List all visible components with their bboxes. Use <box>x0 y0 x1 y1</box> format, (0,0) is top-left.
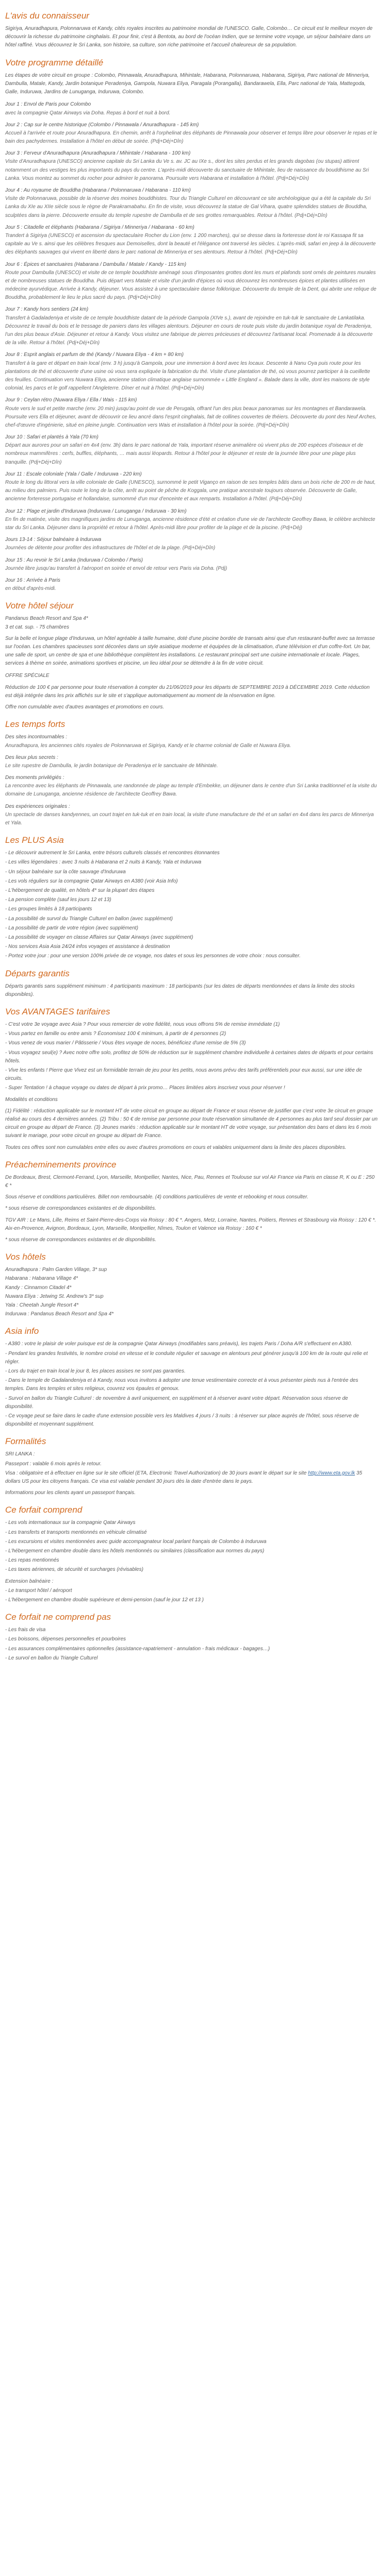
advantage-item: - Vous partez en famille ou entre amis ? Économisez 100 € minimum, à partir de 4 personnes (2) <box>5 1031 226 1037</box>
highlight-item <box>5 774 378 799</box>
program-section <box>5 57 378 594</box>
day-title: Jour 2 : Cap sur le centre historique (Colombo / Pinnawala / Anuradhapura - 145 km) <box>5 122 199 128</box>
plus-item: - Les vols réguliers sur la compagnie Qatar Airways en A380 (voir Asia Info) <box>5 878 178 884</box>
advantages-list <box>5 1021 378 1093</box>
plus-item: - Les groupes limités à 18 participants <box>5 906 92 912</box>
info-title: Asia info <box>5 1326 39 1336</box>
excludes-item: - Les frais de visa <box>5 1627 46 1633</box>
hotel-name: Pandanus Beach Resort and Spa 4* <box>5 616 88 622</box>
hotel-line: Kandy : Cinnamon Citadel 4* <box>5 1284 72 1291</box>
day-text: Trandert à Sigiriya (UNESCO) et ascension du spectaculaire Rocher du Lion (env. 1 200 marches), qui se dresse dans la forteresse dont le roi Kassapa fit sa capitale au Ve s. ainsi que les célèbres fresques aux Demoiselles, dont la beauté et l'élégance ont traversé les siècles. L'après-midi, safari en jeep à la découverte des éléphants sauvages qui vivent en liberté dans le parc national de Minneriya et ses alentours. Retour à l'hôtel. (Pdj+Déj+Dîn) <box>5 232 376 256</box>
program-intro: Les étapes de votre circuit en groupe : Colombo, Pinnawala, Anuradhapura, Mihintale, Habarana, Polonnaruwa, Habarana, Sigiriya, Parc national de Minneriya, Dambulla, Matale, Kandy, Jardin botanique Peradeniya, Gampola, Nuwara Eliya, Paragala (Porangalla), Bandarawela, Ella, Parc national de Yala, Mattegoda, Galle, Induruwa, Jardins de Lunuganga, Induruwa, Colombo. <box>5 72 370 95</box>
offer-text: Réduction de 100 € par personne pour toute réservation à compter du 21/06/2019 pour les départs de SEPTEMBRE 2019 à DÉCEMBRE 2019. Cette réduction est déjà intégrée dans les prix affichés sur le site et s'applique automatiquement au moment de la réservation en ligne. <box>5 684 370 699</box>
day-item <box>5 396 378 430</box>
includes-item: - Les taxes aériennes, de sécurité et surcharges (révisables) <box>5 1567 143 1573</box>
day-text: Départ aux aurores pour un safari en 4x4 (env. 3h) dans le parc national de Yala, important réserve animalière où vivent plus de 200 espèces d'oiseaux et de nombreux mammifères : cerfs, buffles, éléphants, … mais aussi léopards. Retour à l'hôtel pour le déjeuner et reste de la journée libre pour une plage plus tranquille. (Pdj+Déj+Dîn) <box>5 443 363 465</box>
highlight-text: Le site rupestre de Dambulla, le jardin botanique de Peradeniya et le sanctuaire de Mihintale. <box>5 762 218 769</box>
day-text: En fin de matinée, visite des magnifiques jardins de Lunuganga, ancienne résidence d'été et création d'une vie de l'architecte Geoffrey Bawa, le célèbre architecte star du Sri Lanka. Déjeuner dans la propriété et retour à l'hôtel. Après-midi libre pour profiter de la plage et de la piscine. (Pdj+Déj) <box>5 516 376 531</box>
includes-item: - L'hébergement en chambre double dans les hôtels mentionnés ou similaires (classification aux normes du pays) <box>5 1548 265 1554</box>
program-title: Votre programme détaillé <box>5 57 104 67</box>
highlight-title: Des sites incontournables : <box>5 734 68 740</box>
heritage-text: Sigiriya, Anuradhapura, Polonnaruwa et Kandy, cités royales inscrites au patrimoine mondial de l'UNESCO. Galle, Colombo… Ce circuit est le meilleur moyen de découvrir la richesse du patrimoine cinghalais. Et pour finir, c'est à Bentota, au bord de l'océan Indien, que se termine votre voyage, un séjour balnéaire dans un hôtel raffiné. Vous découvrez le Sri Lanka, son histoire, sa culture, son riche patrimoine et l'accueil chaleureux de sa population. <box>5 26 373 48</box>
includes-item: - Les repas mentionnés <box>5 1557 59 1564</box>
formalities-section <box>5 1436 378 1497</box>
hotel-line: Nuwara Eliya : Jetwing St. Andrew's 3* sup <box>5 1293 104 1299</box>
highlight-title: Des expériences originales : <box>5 803 70 809</box>
day-title: Jour 5 : Citadelle et éléphants (Habarana / Sigiriya / Minneriya / Habarana - 60 km) <box>5 224 194 230</box>
offer-note: Offre non cumulable avec d'autres avantages et promotions en cours. <box>5 704 165 710</box>
departures-text: Départs garantis sans supplément minimum : 4 participants maximum : 18 participants (sur les dates de départs mentionnées et dans la limite des stocks disponibles). <box>5 983 355 997</box>
advantages-title: Vos AVANTAGES tarifaires <box>5 1007 110 1016</box>
day-text: Route pour Dambulla (UNESCO) et visite de ce temple bouddhiste aménagé sous d'imposantes grottes dont les murs et plafonds sont ornés de peintures murales et de nombreuses statues de Bouddha. Puis départ vers Matale et visite d'un jardin d'épices où vous découvrez les nombreuses épices et plantes utilisées en médecine ayurvédique. Arrivée à Kandy, déjeuner. Vous assistez à une spectaculaire danse folklorique. Découverte du temple de la Dent, qui abrite une relique de Bouddha, probablement le lieu le plus sacré du pays. (Pdj+Déj+Dîn) <box>5 269 377 301</box>
visa-text-main: Visa : obligatoire et à effectuer en ligne sur le site officiel (ETA, Electronic Travel Authorization) de 30 jours avant le départ sur le site <box>5 1470 307 1476</box>
highlight-item <box>5 754 378 770</box>
day-item <box>5 507 378 533</box>
day-text: Visite de Polonnaruwa, possible de la réserve des moines bouddhistes. Tour du Triangle Culturel en découvrant ce site archéologique qui a été la capitale du Sri Lanka du XIe au XIIe siècle sous le règne de Parakramabahu. En fin de visite, vous découvrez la statue de Gal Vihara, quatre splendides statues de Bouddha, sculptées dans la pierre. Découverte ensuite du temple rupestre de Dambulla et de ses grottes remarquables. Retour à l'hôtel. (Pdj+Déj+Dîn) <box>5 196 371 218</box>
hotels-list <box>5 1266 378 1318</box>
day-title: Jour 4 : Au royaume de Bouddha (Habarana / Polonnaruwa / Habarana - 110 km) <box>5 188 191 193</box>
day-text: Route le long du littoral vers la ville coloniale de Galle (UNESCO), surnommé le petit Viganço en raison de ses temples bâtis dans un bois riche de 200 m de haut, au milieu des palmiers. Puis route le long de la côte, arrêt au point de pêche de Koggala, une pratique ancestrale toujours observée. Découverte de Galle, ancienne forteresse portugaise et hollandaise, surnommé d'un mur d'enceinte et aux remparts. Installation à l'hôtel. (Pdj+Déj+Dîn) <box>5 480 376 502</box>
formalities-note: Informations pour les clients ayant un passeport français. <box>5 1490 136 1496</box>
info-section <box>5 1326 378 1429</box>
day-title: Jour 9 : Ceylan rétro (Nuwara Eliya / Ella / Wais - 115 km) <box>5 397 137 403</box>
day-text: Accueil à l'arrivée et route pour Anuradhapura. En chemin, arrêt à l'orphelinat des éléphants de Pinnawala pour observer et temps libre pour observer le repas et le bain des pachydermes. Installation à l'hôtel en début de soirée. (Pdj+Déj+Dîn) <box>5 130 378 145</box>
departures-section <box>5 968 378 999</box>
day-item <box>5 224 378 257</box>
includes-item: - Les vols internationaux sur la compagnie Qatar Airways <box>5 1520 136 1526</box>
info-item: - A380 : votre le plaisir de voler puisque est de la compagnie Qatar Airways (modifiables sans préavis), les trajets Paris / Doha A/R s'effectuent en A380. <box>5 1341 352 1347</box>
advantage-item: - Vous venez de vous marier / Pâtisserie / Vous êtes voyage de noces, bénéficiez d'une remise de 5% (3) <box>5 1040 246 1046</box>
day-title: Jour 11 : Escale coloniale (Yala / Galle / Induruwa - 220 km) <box>5 471 142 477</box>
highlight-item <box>5 733 378 750</box>
excludes-item: - Les assurances complémentaires optionnelles (assistance-rapatriement - annulation - frais médicaux - bagages…) <box>5 1646 270 1652</box>
day-title: Jour 12 : Plage et jardin d'Induruwa (Induruwa / Lunuganga / Induruwa - 30 km) <box>5 508 187 514</box>
day-title: Jour 15 : Au revoir le Sri Lanka (Induruwa / Colombo / Paris) <box>5 557 143 563</box>
conditions-text: (1) Fidélité : réduction applicable sur le montant HT de votre circuit en groupe au départ de France et sous réserve de justifier que c'est votre 3e circuit en groupe réalisé au cours des 4 dernières années. (2) Tribu : 50 € de remise par personne pour toute réservation simultanée de 4 personnes au plus tard seul dossier par un circuit en groupe au départ de France. (3) Jeunes mariés : réduction applicable sur le montant HT de votre voyage, sur présentation des bans et dans les 6 mois suivant le mariage, pour votre circuit en groupe au départ de France. <box>5 1108 378 1139</box>
plus-item: - Un séjour balnéaire sur la côte sauvage d'Induruwa <box>5 869 126 875</box>
plus-item: - L'hébergement de qualité, en hôtels 4* sur la plupart des étapes <box>5 888 155 894</box>
excludes-title: Ce forfait ne comprend pas <box>5 1612 111 1622</box>
day-item <box>5 100 378 117</box>
formalities-title: Formalités <box>5 1436 46 1447</box>
pre-routing-section <box>5 1159 378 1244</box>
day-text: avec la compagnie Qatar Airways via Doha. Repas à bord et nuit à bord. <box>5 110 171 116</box>
visa-link[interactable]: http://www.eta.gov.lk <box>308 1470 355 1476</box>
day-text: Transfert à Gadaladeniya et visite de ce temple bouddhiste datant de la période Gampola (XIVe s.), avant de rejoindre en tuk-tuk le sanctuaire de Lankatilaka. Découvrez le travail du bois et le tressage de paniers dans les villages alentours. Déjeuner en cours de route puis visite du jardin botanique royal de Peradeniya, l'un des plus beaux d'Asie. Déjeuner et retour à Kandy. Vous visitez une fabrique de pierres précieuses et découvrez l'artisanat local. Promenade à la découverte de la ville. Retour à l'hôtel. (Pdj+Déj+Dîn) <box>5 315 373 346</box>
highlights-list <box>5 733 378 827</box>
day-item <box>5 306 378 347</box>
day-item <box>5 121 378 146</box>
pre-routing-title: Préacheminements province <box>5 1159 117 1170</box>
day-text: en début d'après-midi. <box>5 586 56 592</box>
day-list <box>5 100 378 593</box>
plus-item: - Les villes légendaires : avec 3 nuits à Habarana et 2 nuits à Kandy, Yala et Induruwa <box>5 859 202 866</box>
plus-item: - La possibilité de voyager en classe Affaires sur Qatar Airways (avec supplément) <box>5 934 193 940</box>
plus-item: - Portez votre jour : pour une version 100% privée de ce voyage, nos dates et sous les personnes de votre choix : nous consulter. <box>5 953 301 959</box>
includes-section <box>5 1504 378 1604</box>
day-item <box>5 577 378 593</box>
hotel-line: Anuradhapura : Palm Garden Village, 3* sup <box>5 1267 107 1273</box>
pre-routing-text-1: De Bordeaux, Brest, Clermont-Ferrand, Lyon, Marseille, Montpellier, Nantes, Nice, Pau, Rennes et Toulouse sur vol Air France via Paris en classe R, K ou E : 250 € * <box>5 1174 375 1189</box>
visa-text-tail: 35 dollars US pour les citoyens français. Ce visa est valable pendant 30 jours dès la date d'entrée dans le pays. <box>5 1470 363 1484</box>
day-item <box>5 149 378 183</box>
formalities-intro: SRI LANKA : <box>5 1451 35 1458</box>
day-title: Jour 1 : Envol de Paris pour Colombo <box>5 101 91 108</box>
highlights-section <box>5 719 378 827</box>
heritage-title: L'avis du connaisseur <box>5 11 89 21</box>
includes-list <box>5 1519 378 1574</box>
highlight-item <box>5 803 378 828</box>
highlight-text: Anuradhapura, les anciennes cités royales de Polonnaruwa et Sigiriya, Kandy et le charme colonial de Galle et Nuwara Eliya. <box>5 742 291 749</box>
info-item: - Dans le temple de Gadalandeniya et à Kandy, nous vous invitons à adopter une tenue vestimentaire correcte et à vous présenter pieds nus à l'entrée des temples. Dans les temples et sites religieux, couvrez vos épaules et genoux. <box>5 1378 359 1392</box>
conditions-note: Toutes ces offres sont non cumulables entre elles ou avec d'autres promotions en cours et valables uniquement dans la limite des places disponibles. <box>5 1144 347 1150</box>
plus-item: - Le découvrir autrement le Sri Lanka, entre trésors culturels classés et rencontres étonnantes <box>5 850 220 856</box>
highlight-text: La rencontre avec les éléphants de Pinnawala, une randonnée de plage au temple d'Embekke, un déjeuner dans le centre d'un Sri Lanka traditionnel et la visite du domaine de Lunuganga, ancienne résidence de l'architecte Geoffrey Bawa. <box>5 783 377 798</box>
day-text: Route vers le sud et petite marche (env. 20 min) jusqu'au point de vue de Perugala, offrant l'un des plus beaux panoramas sur les montagnes et Bandarawela. Poursuite vers Ella et déjeuner, avant de découvrir ce lieu ancré dans l'esprit cinghalais, fait de collines couvertes de théiers. Découverte du pont des Neuf Arches, chef-d'œuvre d'ingénierie, situé en pleine jungle. Continuation vers Wais et installation à l'hôtel pour la soirée. (Pdj+Déj+Dîn) <box>5 405 377 428</box>
extension-title: Extension balnéaire : <box>5 1578 54 1584</box>
plus-item: - Nos services Asia Asia 24/24 infos voyages et assistance à destination <box>5 944 170 950</box>
plus-item: - La possibilité de survol du Triangle Culturel en ballon (avec supplément) <box>5 916 173 922</box>
pre-routing-text-5: * sous réserve de correspondances existantes et de disponibilités. <box>5 1236 156 1243</box>
offer-title: OFFRE SPÉCIALE <box>5 673 50 679</box>
info-item: - Survol en ballon du Triangle Culturel : de novembre à avril uniquement, en supplément et à réserver avant votre départ. Réservation sous réserve de disponibilité. <box>5 1395 348 1410</box>
pre-routing-text-4: TGV AIR : Le Mans, Lille, Reims et Saint-Pierre-des-Corps via Roissy : 80 € *. Angers, Metz, Lorraine, Nantes, Poitiers, Rennes et Strasbourg via Roissy : 120 € *. Aix-en-Provence, Avignon, Bordeaux, Lyon, Marseille, Montpellier, Nîmes, Toulon et Valence via Roissy : 160 € * <box>5 1217 376 1231</box>
extension-list <box>5 1587 378 1604</box>
day-item <box>5 470 378 504</box>
hotel-line: Induruwa : Pandanus Beach Resort and Spa 4* <box>5 1311 114 1317</box>
extension-item: - Le transport hôtel / aéroport <box>5 1587 72 1594</box>
info-list <box>5 1340 378 1429</box>
excludes-item: - Le survol en ballon du Triangle Culturel <box>5 1655 98 1661</box>
hotels-section <box>5 1251 378 1318</box>
day-item <box>5 556 378 573</box>
day-title: Jour 3 : Ferveur d'Anuradhapura (Anuradhapura / Mihintale / Habarana - 100 km) <box>5 150 191 157</box>
day-text: Journée libre jusqu'au transfert à l'aéroport en soirée et envol de retour vers Paris via Doha. (Pdj) <box>5 565 227 571</box>
extension-item: - L'hébergement en chambre double supérieure et demi-pension (sauf le jour 12 et 13 ) <box>5 1597 204 1603</box>
includes-item: - Les transferts et transports mentionnés en véhicule climatisé <box>5 1529 147 1535</box>
heritage-section <box>5 10 378 50</box>
hotel-description: Sur la belle et longue plage d'Induruwa, un hôtel agréable à taille humaine, doté d'une piscine bordée de transats ainsi que d'un restaurant-buffet avec sa terrasse sur l'océan. Les chambres spacieuses sont décorées dans un style asiatique moderne et équipées de la climatisation, d'une télévision et d'un coffre-fort. Un bar, une salle de sport, un centre de spa et une bibliothèque complètent les installations. Le restaurant principal sert une cuisine internationale et locale. Plages, services à thème en soirée, animations sportives et piscine, un lieu idéal pour se détendre à la fin de votre circuit. <box>5 635 375 667</box>
day-title: Jour 7 : Kandy hors sentiers (24 km) <box>5 307 89 313</box>
pre-routing-text-3: * sous réserve de correspondances existantes et de disponibilités. <box>5 1206 156 1212</box>
visa-text <box>5 1469 378 1486</box>
day-title: Jours 13-14 : Séjour balnéaire à Induruwa <box>5 537 102 543</box>
day-title: Jour 8 : Esprit anglais et parfum de thé (Kandy / Nuwara Eliya - 4 km + 80 km) <box>5 352 184 358</box>
conditions-title: Modalités et conditions <box>5 1096 58 1103</box>
highlights-title: Les temps forts <box>5 719 66 730</box>
includes-title: Ce forfait comprend <box>5 1505 83 1515</box>
plus-section <box>5 835 378 960</box>
day-item <box>5 433 378 467</box>
excludes-section <box>5 1612 378 1663</box>
highlight-title: Des lieux plus secrets : <box>5 754 58 760</box>
hotel-title: Votre hôtel séjour <box>5 601 74 611</box>
day-item <box>5 261 378 302</box>
includes-item: - Les excursions et visites mentionnées avec guide accompagnateur local parlant français de Colombo à Induruwa <box>5 1538 267 1545</box>
advantage-item: - Vous voyagez seul(e) ? Avec notre offre solo, profitez de 50% de réduction sur le supplément chambre individuelle à certaines dates de départs et pour certains hôtels. <box>5 1049 373 1064</box>
day-text: Transfert à la gare et départ en train local (env. 3 h) jusqu'à Gampola, pour une immersion à bord avec les locaux. Descente à Nanu Oya puis route pour les plantations de thé et découverte d'une usine où vous sera expliquée la fabrication du thé. Visite d'une plantation de thé, où vous pourrez participer à la cueillette des feuilles. Continuation vers Nuwara Eliya, ancienne station climatique anglaise surnommée « Little England ». Balade dans la ville, dont les maisons de style colonial, les parcs et le golf rappellent l'Angleterre. Dîner et nuit à l'hôtel. (Pdj+Déj+Dîn) <box>5 360 370 392</box>
hotel-category: 3 et cat. sup. - 75 chambres <box>5 624 69 630</box>
day-title: Jour 6 : Épices et sanctuaires (Habarana / Dambulla / Matale / Kandy - 115 km) <box>5 261 187 267</box>
day-text: Visite d'Anuradhapura (UNESCO) ancienne capitale du Sri Lanka du Ve s. av. JC au IXe s., dont les sites perdus et les grands dagobas (ou stupas) attirent notamment un des vestiges les plus importants du pays du centre. L'après-midi découverte du sanctuaire de Mihintale, lieu de naissance du bouddhisme au Sri Lanka. Vous montez au sommet du rocher pour admirer le panorama. Poursuite vers Habarana et installation à l'hôtel. (Pdj+Déj+Dîn) <box>5 159 369 181</box>
advantage-item: - Vive les enfants ! Pierre que Vivez est un formidable terrain de jeu pour les petits, nous avons prévu des tarifs préférentiels pour eux aussi, sur une idée de circuits. <box>5 1067 362 1082</box>
advantages-section <box>5 1006 378 1152</box>
excludes-list <box>5 1626 378 1663</box>
hotel-line: Yala : Cheetah Jungle Resort 4* <box>5 1302 79 1308</box>
info-item: - Lors du trajet en train local le jour 8, les places assises ne sont pas garanties. <box>5 1368 186 1374</box>
pre-routing-text-2: Sous réserve et conditions particulières. Billet non remboursable. (4) conditions particulières de vente et rebooking et nous consulter. <box>5 1194 308 1200</box>
day-title: Jour 16 : Arrivée à Paris <box>5 577 60 583</box>
plus-item: - La pension complète (sauf les jours 12 et 13) <box>5 897 111 903</box>
hotels-title: Vos hôtels <box>5 1252 46 1262</box>
plus-list <box>5 849 378 960</box>
info-item: - Ce voyage peut se faire dans le cadre d'une extension possible vers les Maldives 4 jours / 3 nuits : à réserver sur place auprès de l'hôtel, sous réserve de disponibilité et moyennant supplément. <box>5 1413 359 1428</box>
day-item <box>5 536 378 552</box>
day-title: Jour 10 : Safari et plantés à Yala (70 km) <box>5 434 99 440</box>
plus-title: Les PLUS Asia <box>5 835 64 845</box>
plus-item: - La possibilité de partir de votre région (avec supplément) <box>5 925 138 931</box>
advantage-item: - C'est votre 3e voyage avec Asia ? Pour vous remercier de votre fidélité, nous vous offrons 5% de remise immédiate (1) <box>5 1022 280 1028</box>
hotel-line: Habarana : Habarana Village 4* <box>5 1276 78 1282</box>
highlight-text: Un spectacle de danses kandyennes, un court trajet en tuk-tuk et en train local, la visite d'une manufacture de thé et un safari en 4x4 dans les parcs de Minneriya et Yala. <box>5 811 374 826</box>
info-item: - Pendant les grandes festivités, le nombre croisé en vitesse et le conduite régulier et sauvage en alentours peut générer jusqu'à 100 km de la route qui relie et régler. <box>5 1350 368 1365</box>
departures-title: Départs garantis <box>5 968 70 978</box>
highlight-title: Des moments privilégiés : <box>5 775 64 781</box>
passport-text: Passeport : valable 6 mois après le retour. <box>5 1461 102 1467</box>
hotel-section <box>5 600 378 711</box>
advantage-item: - Super Tentation ! à chaque voyage ou dates de départ à prix promo… Places limitées alors inscrivez vous pour réserver ! <box>5 1085 285 1091</box>
day-item <box>5 351 378 393</box>
excludes-item: - Les boissons, dépenses personnelles et pourboires <box>5 1636 126 1642</box>
day-item <box>5 187 378 220</box>
day-text: Journées de détente pour profiter des infrastructures de l'hôtel et de la plage. (Pdj+Déj+Dîn) <box>5 545 216 551</box>
